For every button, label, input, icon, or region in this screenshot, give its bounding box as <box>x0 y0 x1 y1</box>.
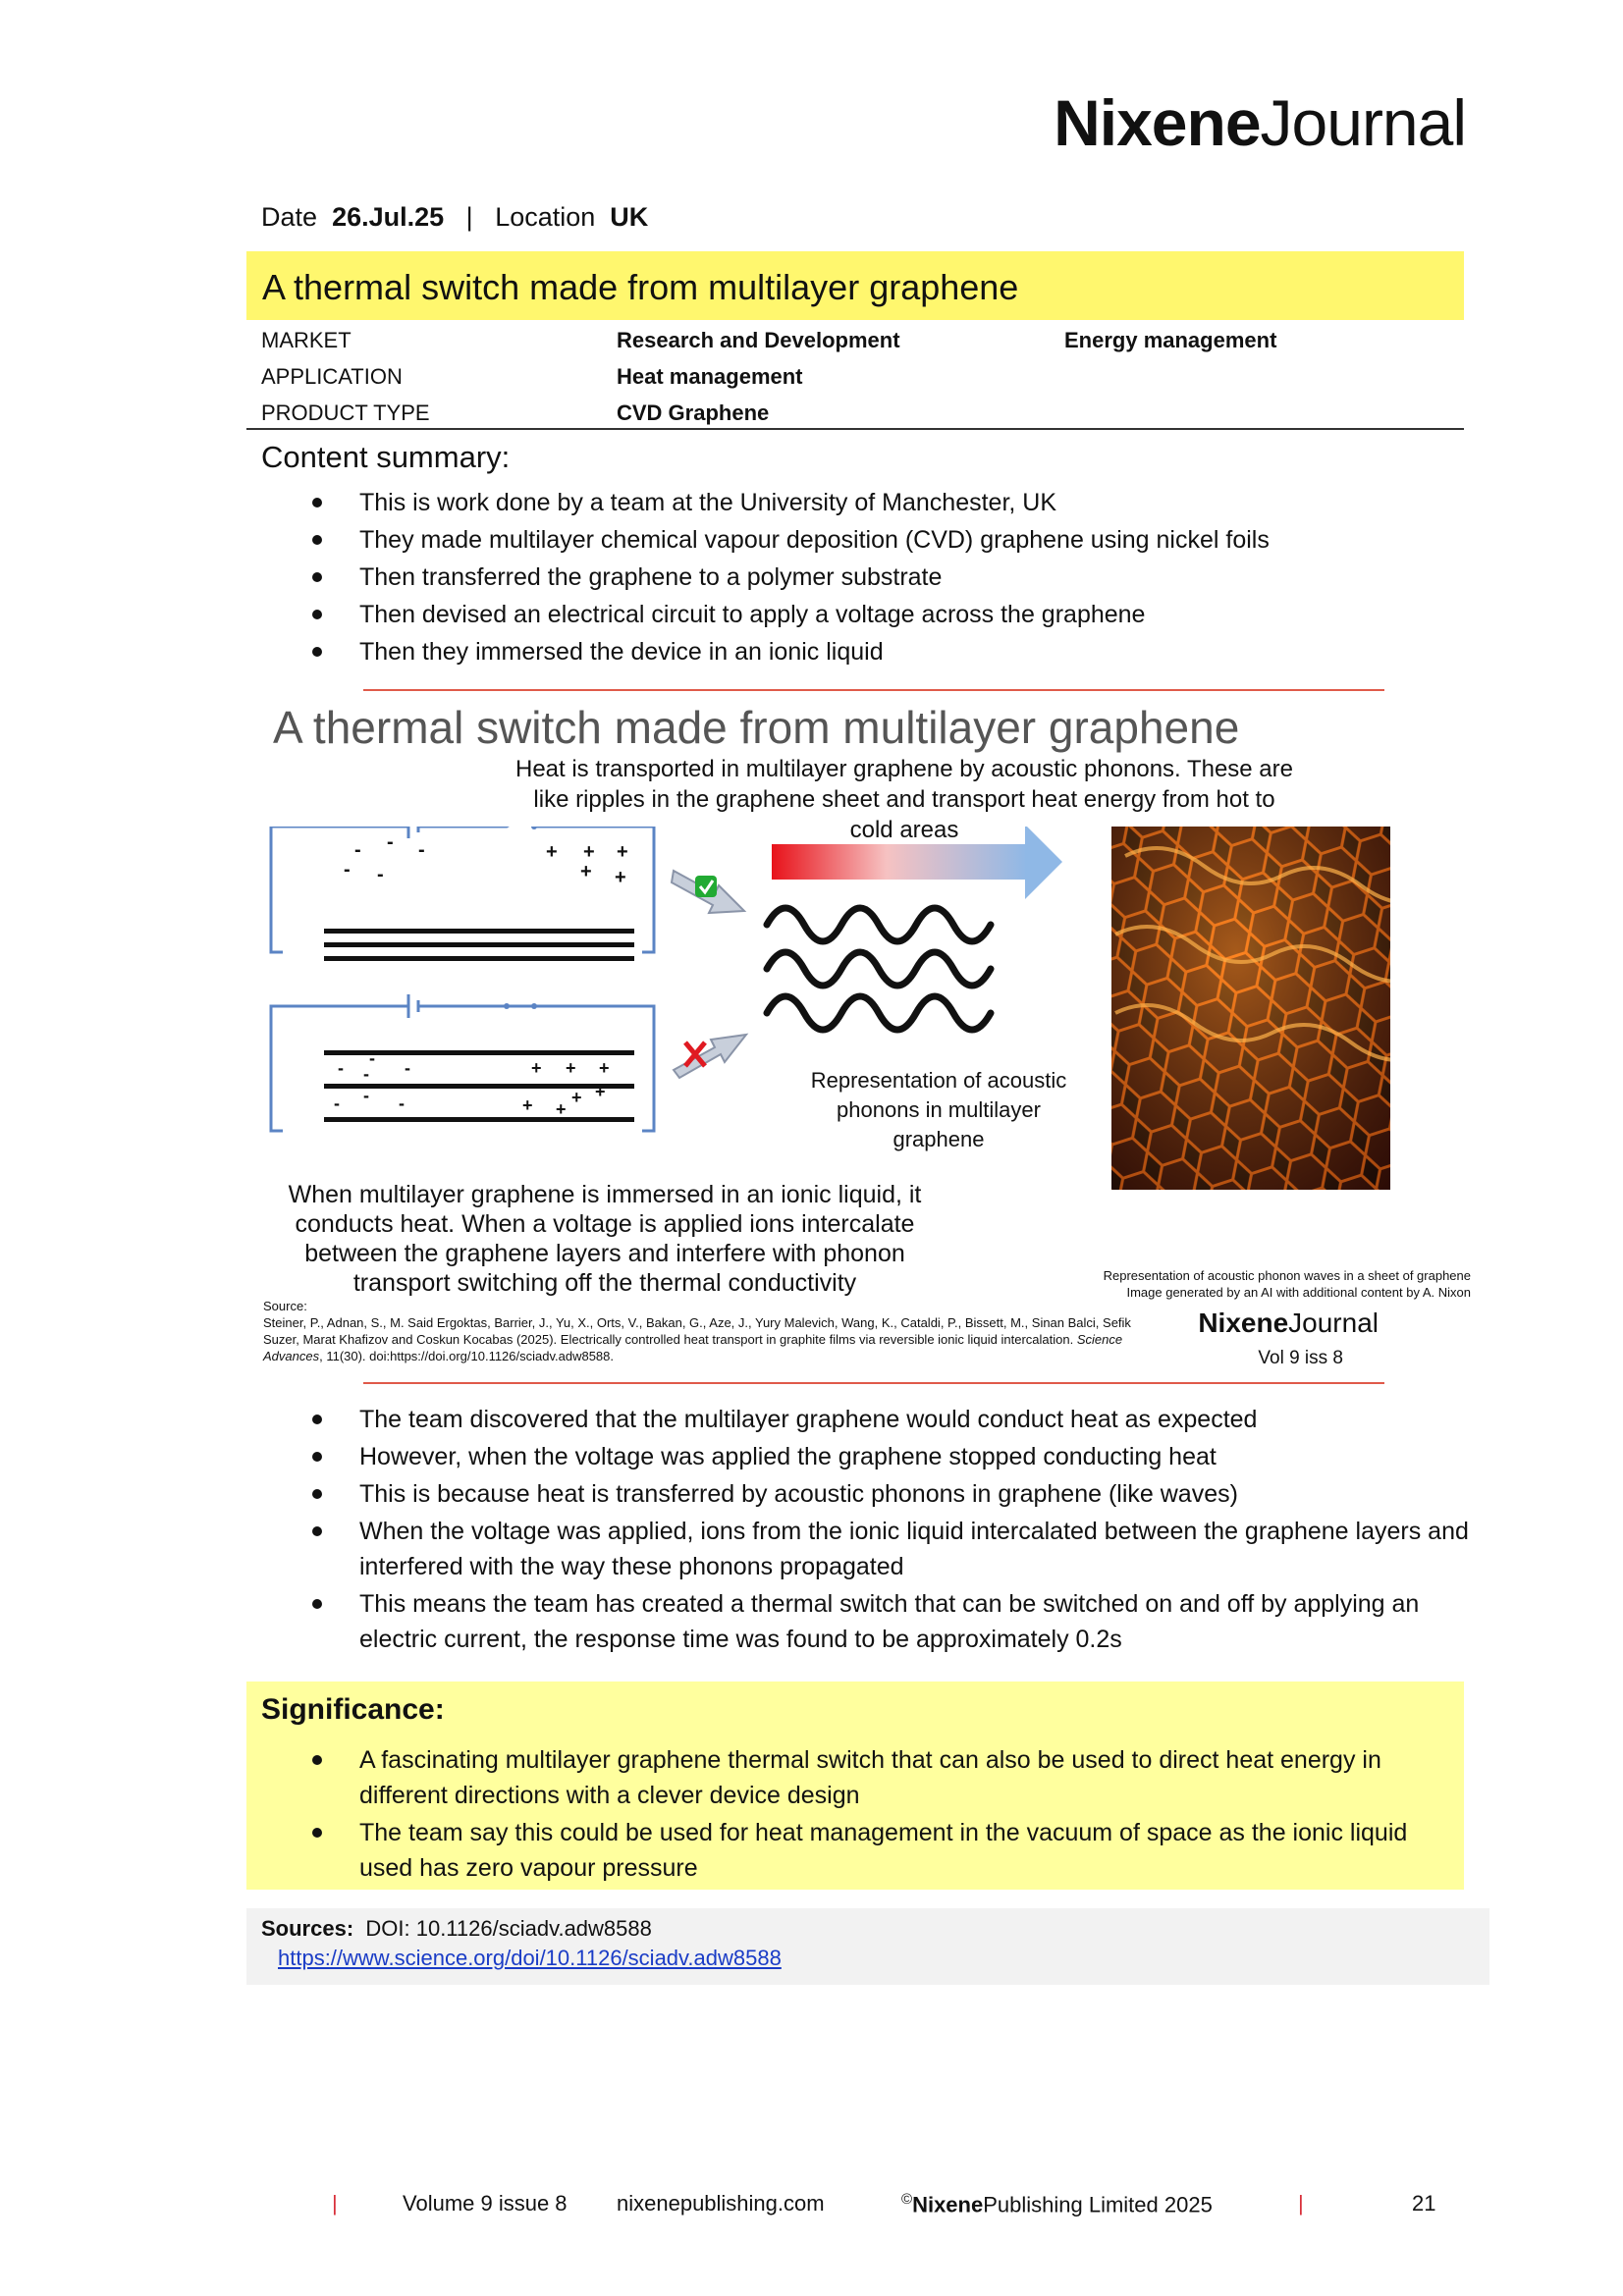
footer-copyright <box>901 2191 1213 2217</box>
figure <box>261 689 1471 1388</box>
copyright-bold: Nixene <box>912 2192 984 2217</box>
sources-box <box>246 1908 1489 1985</box>
source-label: Source: <box>263 1299 307 1313</box>
location-label: Location <box>495 202 596 232</box>
cross-arrow-icon <box>674 1035 746 1078</box>
logo-light: Journal <box>1260 86 1466 159</box>
minus-charge: - <box>363 1064 369 1084</box>
sources-label: Sources: <box>261 1916 354 1941</box>
meta-value: Research and Development <box>617 328 900 352</box>
article-title: A thermal switch made from multilayer graphene <box>262 267 1019 307</box>
circuit-off <box>271 994 654 1131</box>
plus-charge: + <box>566 1058 576 1078</box>
list-item: When the voltage was applied, ions from the ionic liquid intercalated between the graphene layers and interfered with the way these phonons propagated <box>261 1514 1469 1584</box>
meta-value: CVD Graphene <box>617 400 770 425</box>
source-journal: Science Advances <box>263 1332 1123 1363</box>
list-item: This means the team has created a thermal switch that can be switched on and off by applying an electric current, the response time was found to be approximately 0.2s <box>261 1586 1469 1657</box>
minus-charge: - <box>338 1058 344 1078</box>
journal-logo <box>1054 86 1466 159</box>
significance-list <box>261 1742 1439 1888</box>
plus-charge: + <box>599 1058 610 1078</box>
figure-logo-bold: Nixene <box>1198 1308 1289 1338</box>
minus-charge: - <box>399 1094 405 1113</box>
minus-charge: - <box>354 839 361 861</box>
significance-box <box>246 1682 1464 1890</box>
logo-bold: Nixene <box>1054 86 1261 159</box>
sources-line <box>261 1916 652 1942</box>
minus-charge: - <box>334 1094 340 1113</box>
copyright-symbol: © <box>901 2191 913 2208</box>
figure-bottom-rule <box>363 1382 1384 1384</box>
plus-charge: + <box>583 841 595 863</box>
meta-divider <box>246 428 1464 430</box>
heat-flow-arrow-icon <box>772 827 1062 899</box>
list-item: This is work done by a team at the University of Manchester, UK <box>261 485 1469 520</box>
wave-caption: Representation of acoustic phonons in multilayer graphene <box>810 1068 1067 1151</box>
dateline <box>261 202 648 233</box>
figure-title: A thermal switch made from multilayer graphene <box>273 702 1240 753</box>
plus-charge: + <box>556 1099 567 1119</box>
list-item: However, when the voltage was applied the graphene stopped conducting heat <box>261 1439 1469 1474</box>
figure-top-rule <box>363 689 1384 691</box>
meta-value-2: Energy management <box>1064 328 1277 352</box>
sources-doi: DOI: 10.1126/sciadv.adw8588 <box>365 1916 652 1941</box>
list-item: They made multilayer chemical vapour deposition (CVD) graphene using nickel foils <box>261 522 1469 558</box>
meta-label: APPLICATION <box>261 364 403 389</box>
image-caption-line-1: Representation of acoustic phonon waves in a sheet of graphene <box>1103 1268 1471 1283</box>
graphene-render-image <box>1111 827 1390 1190</box>
figure-source <box>263 1298 1166 1364</box>
meta-value: Heat management <box>617 364 803 389</box>
list-item: Then devised an electrical circuit to apply a voltage across the graphene <box>261 597 1469 632</box>
figure-logo-light: Journal <box>1288 1308 1379 1338</box>
check-arrow-icon <box>672 871 744 913</box>
dateline-separator: | <box>465 202 473 232</box>
minus-charge: - <box>418 839 425 861</box>
plus-charge: + <box>571 1088 582 1107</box>
list-item: Then they immersed the device in an ionic liquid <box>261 634 1469 669</box>
minus-charge: - <box>387 831 394 853</box>
figure-lower-text: When multilayer graphene is immersed in an ionic liquid, it conducts heat. When a voltage is applied ions intercalate between the graphene layers and interfere with phonon transport switching off the thermal conductivity <box>288 1181 922 1297</box>
source-tail: , 11(30). doi:https://doi.org/10.1126/sciadv.adw8588. <box>319 1349 615 1363</box>
summary-list <box>261 485 1469 671</box>
date-label: Date <box>261 202 318 232</box>
list-item: A fascinating multilayer graphene thermal switch that can also be used to direct heat energy in different directions with a clever device design <box>261 1742 1439 1813</box>
figure-subtitle: Heat is transported in multilayer graphene by acoustic phonons. These are like ripples in the graphene sheet and transport heat energy from hot to cold areas <box>514 756 1293 843</box>
phonon-waves-icon <box>767 908 991 1030</box>
copyright-rest: Publishing Limited 2025 <box>983 2192 1213 2217</box>
plus-charge: + <box>522 1095 533 1115</box>
plus-charge: + <box>617 841 628 863</box>
minus-charge: - <box>344 859 351 881</box>
plus-charge: + <box>546 841 558 863</box>
footer-bar-left: | <box>332 2191 338 2216</box>
list-item: The team say this could be used for heat management in the vacuum of space as the ionic liquid used has zero vapour pressure <box>261 1815 1439 1886</box>
image-caption <box>1000 1267 1471 1301</box>
minus-charge: - <box>369 1048 375 1068</box>
plus-charge: + <box>531 1058 542 1078</box>
date-value: 26.Jul.25 <box>332 202 445 232</box>
content-summary-heading: Content summary: <box>261 440 511 474</box>
footer-bar-right: | <box>1298 2191 1304 2216</box>
image-caption-line-2: Image generated by an AI with additional content by A. Nixon <box>1126 1285 1471 1300</box>
circuit-on <box>271 827 654 961</box>
minus-charge: - <box>363 1086 369 1105</box>
list-item: Then transferred the graphene to a polymer substrate <box>261 560 1469 595</box>
figure-logo <box>1198 1308 1379 1339</box>
meta-label: PRODUCT TYPE <box>261 400 430 425</box>
plus-charge: + <box>595 1082 606 1101</box>
location-value: UK <box>610 202 649 232</box>
minus-charge: - <box>377 864 384 885</box>
findings-list <box>261 1402 1469 1659</box>
plus-charge: + <box>615 867 626 888</box>
plus-charge: + <box>580 861 592 882</box>
page-number: 21 <box>1412 2191 1436 2216</box>
source-text: Steiner, P., Adnan, S., M. Said Ergoktas, Barrier, J., Yu, X., Orts, V., Bakan, G., Aze, J., Yury Malevich, Wang, K., Cataldi, P., Bissett, M., Sinan Balci, Sefik Suzer, Marat Khafizov and Coskun Kocabas (2025). Electrically controlled heat transport in graphite films via reversible ionic liquid intercalation. <box>263 1315 1131 1347</box>
meta-label: MARKET <box>261 328 352 352</box>
list-item: The team discovered that the multilayer graphene would conduct heat as expected <box>261 1402 1469 1437</box>
significance-heading: Significance: <box>261 1693 445 1726</box>
figure-volume: Vol 9 iss 8 <box>1258 1348 1343 1368</box>
footer-volume: Volume 9 issue 8 <box>403 2191 568 2216</box>
list-item: This is because heat is transferred by acoustic phonons in graphene (like waves) <box>261 1476 1469 1512</box>
footer-website: nixenepublishing.com <box>617 2191 825 2216</box>
sources-link[interactable]: https://www.science.org/doi/10.1126/sciadv.adw8588 <box>278 1946 782 1970</box>
minus-charge: - <box>405 1058 410 1078</box>
title-bar <box>246 251 1464 320</box>
